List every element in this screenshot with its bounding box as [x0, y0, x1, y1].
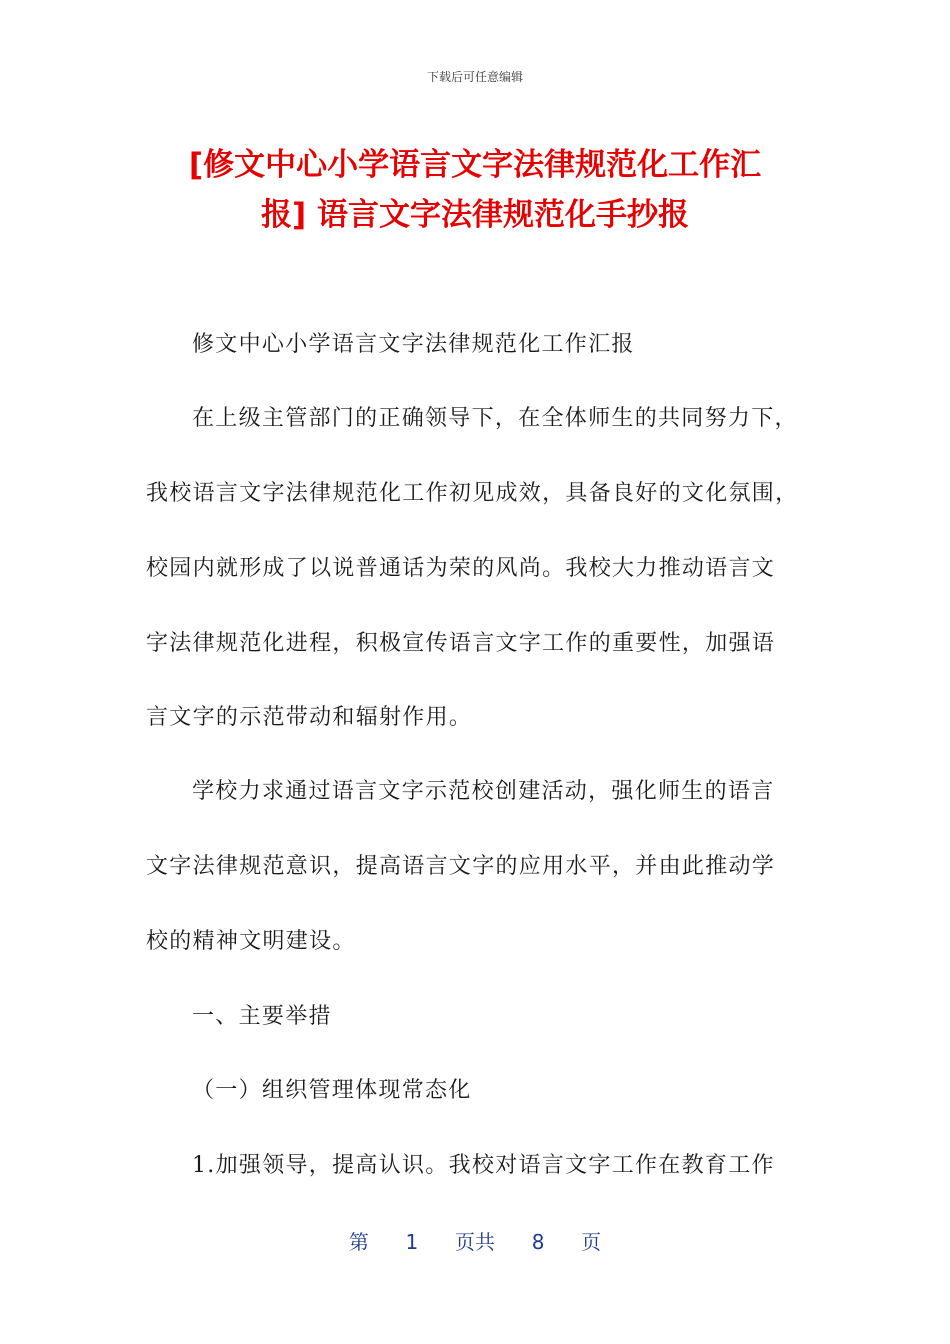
- subsection-heading: （一）组织管理体现常态化: [192, 1078, 472, 1103]
- current-page-number: 1: [405, 1230, 419, 1254]
- paragraph-line: 字法律规范化进程，积极宣传语言文字工作的重要性，加强语: [146, 631, 776, 656]
- footer-prefix: 第: [348, 1230, 369, 1254]
- title-line-2: 报] 语言文字法律规范化手抄报: [261, 197, 689, 233]
- document-title: [150, 140, 800, 240]
- title-line-1: [修文中心小学语言文字法律规范化工作汇: [188, 147, 762, 183]
- paragraph-line: 校的精神文明建设。: [146, 929, 356, 954]
- paragraph-line: 我校语言文字法律规范化工作初见成效，具备良好的文化氛围，: [146, 481, 799, 506]
- footer-middle: 页共: [455, 1230, 495, 1254]
- section-heading: 修文中心小学语言文字法律规范化工作汇报: [192, 332, 635, 357]
- paragraph-line: 学校力求通过语言文字示范校创建活动，强化师生的语言: [192, 779, 775, 804]
- paragraph-line: 文字法律规范意识，提高语言文字的应用水平，并由此推动学: [146, 854, 776, 879]
- paragraph-line: 在上级主管部门的正确领导下，在全体师生的共同努力下，: [192, 406, 798, 431]
- paragraph-line: 校园内就形成了以说普通话为荣的风尚。我校大力推动语言文: [146, 556, 776, 581]
- paragraph-line: 1.加强领导，提高认识。我校对语言文字工作在教育工作: [192, 1153, 775, 1178]
- total-page-number: 8: [531, 1230, 545, 1254]
- paragraph-line: 言文字的示范带动和辐射作用。: [146, 705, 473, 730]
- footer-suffix: 页: [581, 1230, 602, 1254]
- header-note: 下载后可任意编辑: [426, 70, 523, 84]
- section-heading: 一、主要举措: [192, 1004, 332, 1029]
- page-footer: [0, 1226, 950, 1255]
